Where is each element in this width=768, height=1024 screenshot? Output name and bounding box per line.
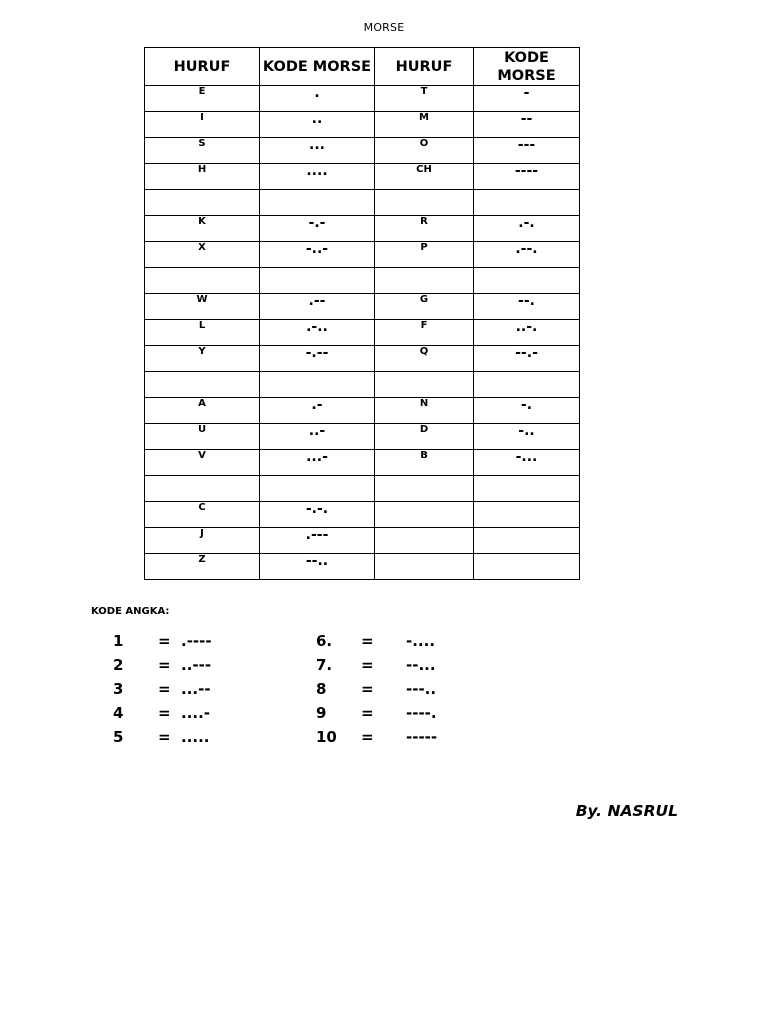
letter-cell: A (145, 398, 260, 424)
table-row (145, 398, 580, 424)
equals-sign: = (158, 632, 171, 650)
morse-code-cell (260, 476, 375, 502)
morse-code-cell: --.. (260, 554, 375, 580)
letter-cell (375, 190, 474, 216)
morse-code-cell (260, 268, 375, 294)
letter-cell (375, 268, 474, 294)
letter-cell (145, 372, 260, 398)
number-label: 8 (316, 680, 327, 698)
letter-cell: P (375, 242, 474, 268)
letter-cell: W (145, 294, 260, 320)
number-morse-code: ...-- (181, 680, 211, 698)
letter-cell: Z (145, 554, 260, 580)
letter-cell: U (145, 424, 260, 450)
number-label: 9 (316, 704, 327, 722)
letter-cell: F (375, 320, 474, 346)
letter-cell (375, 372, 474, 398)
morse-code-cell: .-- (260, 294, 375, 320)
table-row (145, 268, 580, 294)
number-morse-code: ....- (181, 704, 211, 722)
letter-cell (145, 190, 260, 216)
header-kode-morse-1: KODE MORSE (260, 48, 375, 86)
morse-code-cell: -.. (474, 424, 580, 450)
morse-code-cell: --. (474, 294, 580, 320)
morse-code-cell: -- (474, 112, 580, 138)
table-row (145, 216, 580, 242)
equals-sign: = (158, 704, 171, 722)
table-row (145, 528, 580, 554)
table-row (145, 346, 580, 372)
letter-cell: C (145, 502, 260, 528)
equals-sign: = (361, 704, 374, 722)
morse-code-cell: --- (474, 138, 580, 164)
letter-cell: D (375, 424, 474, 450)
table-row (145, 424, 580, 450)
morse-code-cell (474, 554, 580, 580)
table-row (145, 190, 580, 216)
letter-cell: CH (375, 164, 474, 190)
letter-cell: R (375, 216, 474, 242)
letter-cell: G (375, 294, 474, 320)
letter-cell: J (145, 528, 260, 554)
morse-code-cell: ---- (474, 164, 580, 190)
morse-code-cell: .-.. (260, 320, 375, 346)
number-morse-code: ..--- (181, 656, 212, 674)
table-row (145, 502, 580, 528)
number-morse-code: ----. (406, 704, 437, 722)
letter-cell (375, 528, 474, 554)
equals-sign: = (361, 632, 374, 650)
letter-cell: I (145, 112, 260, 138)
letter-cell: B (375, 450, 474, 476)
letter-cell: V (145, 450, 260, 476)
morse-code-cell: .--. (474, 242, 580, 268)
morse-code-cell: ..-. (474, 320, 580, 346)
equals-sign: = (158, 680, 171, 698)
morse-code-cell: ... (260, 138, 375, 164)
letter-cell (145, 476, 260, 502)
kode-angka-label: KODE ANGKA: (91, 606, 170, 617)
morse-code-cell: .- (260, 398, 375, 424)
letter-cell: H (145, 164, 260, 190)
number-label: 10 (316, 728, 337, 746)
table-row (145, 138, 580, 164)
letter-cell: Q (375, 346, 474, 372)
equals-sign: = (158, 728, 171, 746)
author-byline: By. NASRUL (575, 802, 678, 820)
number-morse-code: ----- (406, 728, 438, 746)
morse-code-cell (260, 190, 375, 216)
number-label: 6. (316, 632, 333, 650)
morse-code-cell: --.- (474, 346, 580, 372)
morse-code-cell (474, 190, 580, 216)
number-label: 5 (113, 728, 124, 746)
equals-sign: = (361, 728, 374, 746)
morse-table-body (145, 86, 580, 580)
morse-code-cell (474, 502, 580, 528)
letter-cell: X (145, 242, 260, 268)
number-morse-code: .---- (181, 632, 212, 650)
morse-table (144, 47, 580, 580)
letter-cell (375, 476, 474, 502)
equals-sign: = (361, 656, 374, 674)
letter-cell: M (375, 112, 474, 138)
number-morse-code: ..... (181, 728, 210, 746)
table-row (145, 372, 580, 398)
number-label: 2 (113, 656, 124, 674)
table-header-row (145, 48, 580, 86)
morse-code-cell: ..- (260, 424, 375, 450)
table-row (145, 450, 580, 476)
header-kode-morse-2: KODE MORSE (474, 48, 580, 86)
number-label: 1 (113, 632, 124, 650)
letter-cell (375, 554, 474, 580)
morse-code-cell: -.-- (260, 346, 375, 372)
morse-code-cell: .... (260, 164, 375, 190)
letter-cell: T (375, 86, 474, 112)
number-morse-code: --... (406, 656, 436, 674)
table-row (145, 242, 580, 268)
header-huruf-2: HURUF (375, 48, 474, 86)
morse-code-cell: . (260, 86, 375, 112)
morse-code-cell: .--- (260, 528, 375, 554)
equals-sign: = (158, 656, 171, 674)
morse-code-cell: ...- (260, 450, 375, 476)
number-label: 4 (113, 704, 124, 722)
table-row (145, 294, 580, 320)
letter-cell (375, 502, 474, 528)
morse-code-cell: -. (474, 398, 580, 424)
letter-cell: E (145, 86, 260, 112)
letter-cell: L (145, 320, 260, 346)
letter-cell: O (375, 138, 474, 164)
table-row (145, 86, 580, 112)
morse-code-cell (260, 372, 375, 398)
morse-code-cell (474, 372, 580, 398)
morse-code-cell: -..- (260, 242, 375, 268)
morse-code-cell: .-. (474, 216, 580, 242)
table-row (145, 164, 580, 190)
letter-cell: Y (145, 346, 260, 372)
equals-sign: = (361, 680, 374, 698)
number-label: 7. (316, 656, 333, 674)
number-morse-code: ---.. (406, 680, 437, 698)
letter-cell: N (375, 398, 474, 424)
morse-code-cell: -... (474, 450, 580, 476)
letter-cell: K (145, 216, 260, 242)
morse-code-cell (474, 476, 580, 502)
number-label: 3 (113, 680, 124, 698)
letter-cell: S (145, 138, 260, 164)
table-row (145, 476, 580, 502)
number-morse-code: -.... (406, 632, 436, 650)
header-huruf-1: HURUF (145, 48, 260, 86)
morse-code-cell: -.-. (260, 502, 375, 528)
table-row (145, 320, 580, 346)
table-row (145, 554, 580, 580)
morse-code-cell: -.- (260, 216, 375, 242)
morse-code-cell: - (474, 86, 580, 112)
morse-code-cell (474, 528, 580, 554)
morse-code-cell: .. (260, 112, 375, 138)
table-row (145, 112, 580, 138)
morse-code-cell (474, 268, 580, 294)
page-title: MORSE (363, 21, 405, 34)
letter-cell (145, 268, 260, 294)
